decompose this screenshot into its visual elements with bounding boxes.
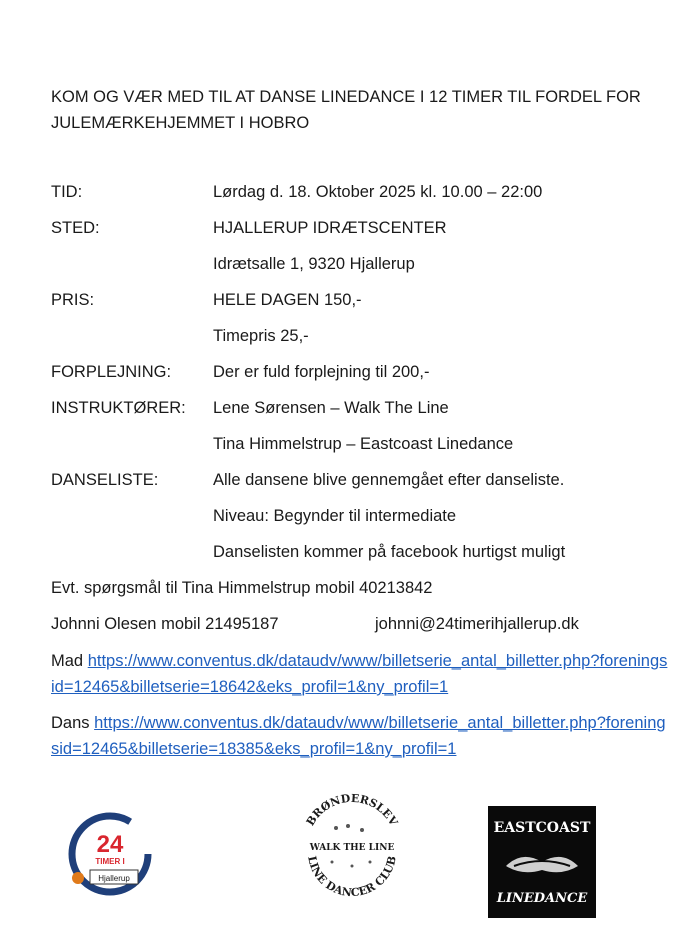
- pris-value-fullday: HELE DAGEN 150,-: [213, 291, 362, 309]
- sted-value-address: Idrætsalle 1, 9320 Hjallerup: [213, 255, 415, 273]
- danseliste-value-3: Danselisten kommer på facebook hurtigst muligt: [213, 543, 566, 561]
- logo-timer-text: TIMER I: [95, 857, 125, 866]
- danseliste-label: DANSELISTE:: [51, 471, 159, 489]
- logo-linedance-text: LINEDANCE: [496, 891, 588, 906]
- danseliste-value-1: Alle dansene blive gennemgået efter danseliste.: [213, 471, 565, 489]
- contact-email: johnni@24timerihjallerup.dk: [375, 615, 579, 633]
- forplejning-label: FORPLEJNING:: [51, 363, 172, 381]
- sted-label: STED:: [51, 219, 100, 237]
- dans-link-block: [51, 710, 671, 762]
- dans-ticket-link[interactable]: https://www.conventus.dk/dataudv/www/billetserie_antal_billetter.php?foreningsid=12465&billetserie=18385&eks_profil=1&ny_profil=1: [51, 714, 666, 758]
- logo-line-dancer-club-text: LINE DANCER CLUB: [305, 854, 399, 900]
- contact-line-1: Evt. spørgsmål til Tina Himmelstrup mobil 40213842: [51, 579, 433, 597]
- hjallerup-24-timer-logo: [64, 808, 156, 900]
- logo-walk-the-line-text: WALK THE LINE: [309, 843, 395, 853]
- pris-label: PRIS:: [51, 291, 95, 309]
- flyer-heading: KOM OG VÆR MED TIL AT DANSE LINEDANCE I 12 TIMER TIL FORDEL FOR JULEMÆRKEHJEMMET I HOBRO: [51, 88, 641, 132]
- pris-value-hourly: Timepris 25,-: [213, 327, 309, 345]
- tid-value: Lørdag d. 18. Oktober 2025 kl. 10.00 – 22:00: [213, 183, 543, 201]
- eastcoast-linedance-logo: [488, 806, 596, 918]
- svg-text:BRØNDERSLEV: [304, 792, 401, 829]
- mad-ticket-link[interactable]: https://www.conventus.dk/dataudv/www/billetserie_antal_billetter.php?foreningsid=12465&billetserie=18642&eks_profil=1&ny_profil=1: [51, 652, 668, 696]
- svg-text:LINE DANCER CLUB: [305, 855, 399, 900]
- walk-the-line-logo: [296, 790, 408, 908]
- logo-bronderslev-text: BRØNDERSLEV: [303, 791, 401, 829]
- mad-link-block: [51, 648, 671, 700]
- mad-prefix: Mad: [51, 652, 84, 670]
- logo-eastcoast-text: EASTCOAST: [493, 820, 591, 836]
- instruktor-1: Lene Sørensen – Walk The Line: [213, 399, 449, 417]
- tid-label: TID:: [51, 183, 83, 201]
- danseliste-value-2: Niveau: Begynder til intermediate: [213, 507, 457, 525]
- forplejning-value: Der er fuld forplejning til 200,-: [213, 363, 430, 381]
- instruktor-2: Tina Himmelstrup – Eastcoast Linedance: [213, 435, 514, 453]
- logo-24-number: 24: [96, 831, 124, 858]
- logo-town-text: Hjallerup: [98, 874, 130, 883]
- contact-line-2: Johnni Olesen mobil 21495187: [51, 615, 279, 633]
- instruktorer-label: INSTRUKTØRER:: [51, 399, 186, 417]
- sted-value-venue: HJALLERUP IDRÆTSCENTER: [213, 219, 447, 237]
- dans-prefix: Dans: [51, 714, 90, 732]
